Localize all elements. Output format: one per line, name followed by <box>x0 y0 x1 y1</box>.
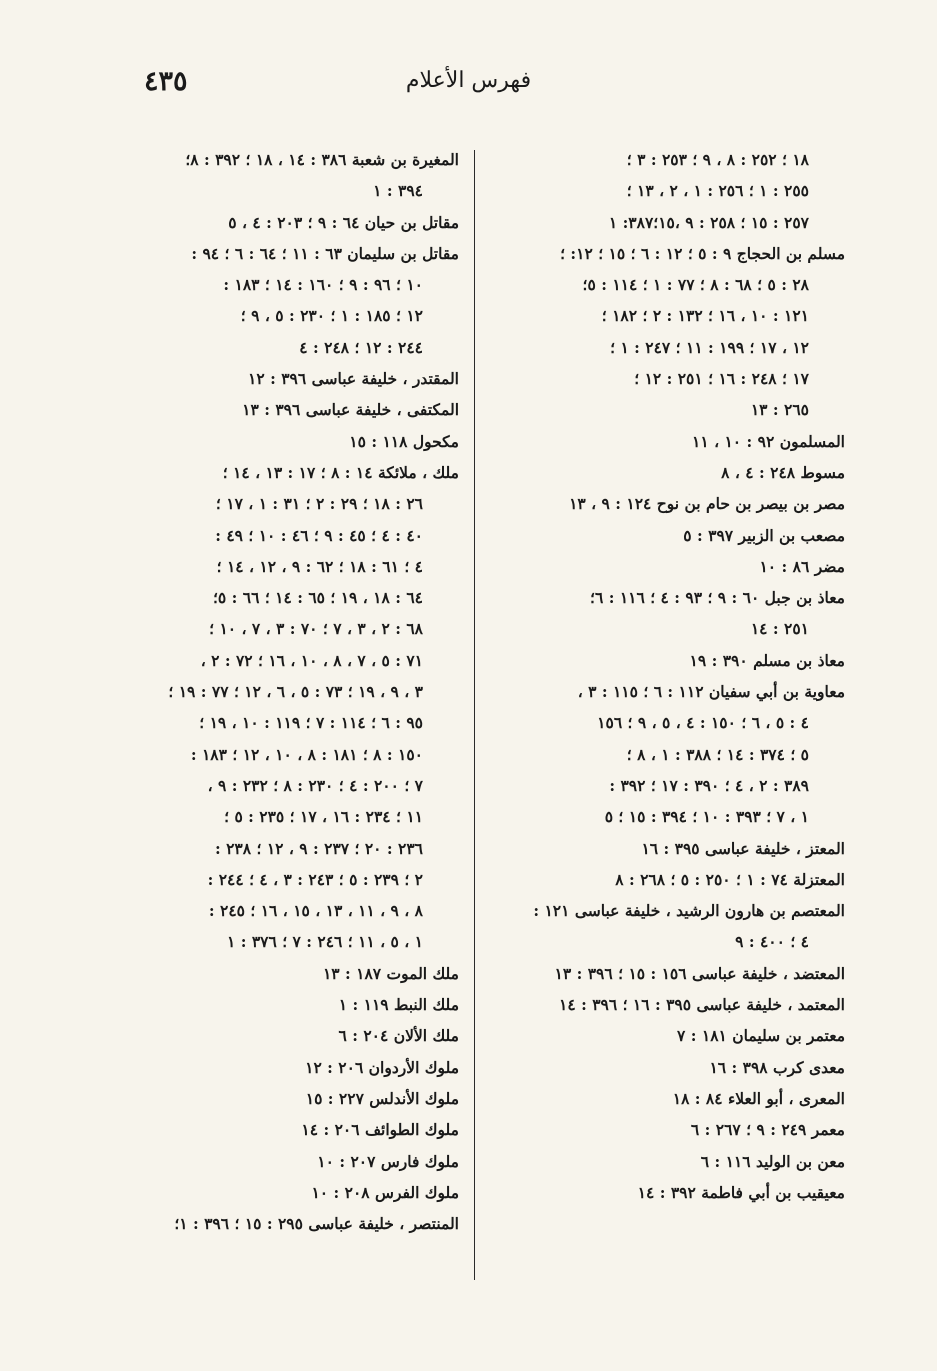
index-entry: المعتصم بن هارون الرشيد ، خليفة عباسى ١٢١ : <box>533 901 845 921</box>
index-entry: معاذ بن مسلم ٣٩٠ : ١٩ <box>689 650 845 670</box>
index-entry: معمر ٢٤٩ : ٩ ؛ ٢٦٧ : ٦ <box>690 1120 845 1140</box>
index-entry-continuation: ٢٦ : ١٨ ؛ ٢٩ : ٢ ؛ ٣١ : ١ ، ١٧ ؛ <box>215 494 423 514</box>
index-entry: المعرى ، أبو العلاء ٨٤ : ١٨ <box>672 1088 845 1108</box>
index-entry-continuation: ٣٨٩ : ٢ ، ٤ ؛ ٣٩٠ : ١٧ ؛ ٣٩٢ : <box>609 775 809 795</box>
index-entry: مكحول ١١٨ : ١٥ <box>349 431 459 451</box>
index-entry-continuation: ٢٥٧ : ١٥ ؛ ٢٥٨ : ٩ ،١٥؛٣٨٧: ١ <box>608 212 809 232</box>
index-entry: ملوك الفرس ٢٠٨ : ١٠ <box>311 1182 459 1202</box>
index-entry-continuation: ١٥٠ : ٨ ؛ ١٨١ : ٨ ، ١٠ ، ١٢ ؛ ١٨٣ : <box>190 744 423 764</box>
index-entry-continuation: ١١ ؛ ٢٣٤ : ١٦ ، ١٧ ؛ ٢٣٥ : ٥ ؛ <box>224 807 423 827</box>
index-entry: ملك ، ملائكة ١٤ : ٨ ؛ ١٧ : ١٣ ، ١٤ ؛ <box>222 462 459 482</box>
index-entry: المعتز ، خليفة عباسى ٣٩٥ : ١٦ <box>641 838 845 858</box>
index-entry: مقاتل بن سليمان ٦٣ : ١١ ؛ ٦٤ : ٦ ؛ ٩٤ : <box>191 243 459 263</box>
page-header <box>110 66 827 102</box>
index-entry-continuation: ٢ ؛ ٢٣٩ : ٥ ؛ ٢٤٣ : ٣ ، ٤ ؛ ٢٤٤ : <box>207 869 423 889</box>
index-entry-continuation: ٢٥١ : ١٤ <box>750 619 809 639</box>
index-entry-continuation: ٢٤٤ : ١٢ ؛ ٢٤٨ : ٤ <box>299 337 423 357</box>
index-entry: المسلمون ٩٢ : ١٠ ، ١١ <box>692 431 845 451</box>
index-entry-continuation: ١٧ ؛ ٢٤٨ : ١٦ ؛ ٢٥١ : ١٢ ؛ <box>634 369 809 389</box>
index-entry: معاذ بن جبل ٦٠ : ٩ ؛ ٩٣ : ٤ ؛ ١١٦ : ٦؛ <box>590 588 845 608</box>
index-entry: معدى كرب ٣٩٨ : ١٦ <box>709 1057 845 1077</box>
index-entry: مصعب بن الزبير ٣٩٧ : ٥ <box>683 525 845 545</box>
index-entry-continuation: ٣٩٤ : ١ <box>373 181 423 201</box>
index-entry: معن بن الوليد ١١٦ : ٦ <box>700 1151 845 1171</box>
index-entry: مضر ٨٦ : ١٠ <box>759 556 845 576</box>
index-entry-continuation: ١٢ ، ١٧ ؛ ١٩٩ : ١١ ؛ ٢٤٧ : ١ ؛ <box>610 337 809 357</box>
index-entry-continuation: ٧١ : ٥ ، ٧ ، ٨ ، ١٠ ، ١٦ ؛ ٧٢ : ٢ ، <box>200 650 423 670</box>
index-entry: ملوك الطوائف ٢٠٦ : ١٤ <box>301 1120 459 1140</box>
index-entry: معيقيب بن أبي فاطمة ٣٩٢ : ١٤ <box>637 1182 845 1202</box>
page-number: ٤٣٥ <box>144 66 188 97</box>
index-entry: معاوية بن أبي سفيان ١١٢ : ٦ ؛ ١١٥ : ٣ ، <box>577 682 845 702</box>
index-entry: ملوك الأردوان ٢٠٦ : ١٢ <box>305 1057 459 1077</box>
index-entry-continuation: ٢٨ : ٥ ؛ ٦٨ : ٨ ؛ ٧٧ : ١ ؛ ١١٤ : ٥؛ <box>582 275 809 295</box>
index-entry: مسوط ٢٤٨ : ٤ ، ٨ <box>721 462 845 482</box>
running-title: فهرس الأعلام <box>405 68 532 93</box>
index-entry: المعتضد ، خليفة عباسى ١٥٦ : ١٥ ؛ ٣٩٦ : ١٣ <box>554 963 845 983</box>
index-entry: ملوك فارس ٢٠٧ : ١٠ <box>317 1151 459 1171</box>
index-entry-continuation: ١٢١ : ١٠ ، ١٦ ؛ ١٣٢ : ٢ ؛ ١٨٢ ؛ <box>601 306 809 326</box>
index-entry-continuation: ٤٠ : ٤ ؛ ٤٥ : ٩ ؛ ٤٦ : ١٠ ؛ ٤٩ : <box>215 525 423 545</box>
index-entry: المنتصر ، خليفة عباسى ٢٩٥ : ١٥ ؛ ٣٩٦ : ١؛ <box>174 1214 459 1234</box>
index-entry-continuation: ٤ ؛ ٤٠٠ : ٩ <box>735 932 809 952</box>
index-column-right <box>485 144 845 1208</box>
index-entry-continuation: ٤ ؛ ٦١ : ١٨ ؛ ٦٢ : ٩ ، ١٢ ، ١٤ ؛ <box>216 556 423 576</box>
index-entry: ملك النبط ١١٩ : ١ <box>338 995 459 1015</box>
index-entry: ملك الألان ٢٠٤ : ٦ <box>338 1026 459 1046</box>
index-entry-continuation: ٤ : ٥ ، ٦ ؛ ١٥٠ : ٤ ، ٥ ، ٩ ؛ ١٥٦ <box>597 713 809 733</box>
index-entry: المكتفى ، خليفة عباسى ٣٩٦ : ١٣ <box>242 400 459 420</box>
index-entry-continuation: ٢٦٥ : ١٣ <box>750 400 809 420</box>
index-entry-continuation: ٢٥٥ : ١ ؛ ٢٥٦ : ١ ، ٢ ، ١٣ ؛ <box>626 181 809 201</box>
index-entry: المقتدر ، خليفة عباسى ٣٩٦ : ١٢ <box>248 369 459 389</box>
index-entry-continuation: ١٢ ؛ ١٨٥ : ١ ؛ ٢٣٠ : ٥ ، ٩ ؛ <box>240 306 423 326</box>
index-entry-continuation: ٥ ؛ ٣٧٤ : ١٤ ؛ ٣٨٨ : ١ ، ٨ ؛ <box>626 744 809 764</box>
index-entry-continuation: ٦٤ : ١٨ ، ١٩ ؛ ٦٥ : ١٤ ؛ ٦٦ : ٥؛ <box>212 588 423 608</box>
index-entry-continuation: ١ ، ٧ ؛ ٣٩٣ : ١٠ ؛ ٣٩٤ : ١٥ ؛ ٥ <box>604 807 809 827</box>
index-entry-continuation: ٨ ، ٩ ، ١١ ، ١٣ ، ١٥ ، ١٦ ؛ ٢٤٥ : <box>208 901 423 921</box>
index-entry: مقاتل بن حيان ٦٤ : ٩ ؛ ٢٠٣ : ٤ ، ٥ <box>228 212 459 232</box>
index-entry: ملك الموت ١٨٧ : ١٣ <box>322 963 459 983</box>
column-divider <box>474 150 475 1280</box>
index-entry: معتمر بن سليمان ١٨١ : ٧ <box>677 1026 845 1046</box>
index-entry: المعتزلة ٧٤ : ١ ؛ ٢٥٠ : ٥ ؛ ٢٦٨ : ٨ <box>615 869 845 889</box>
index-entry-continuation: ١٨ ؛ ٢٥٢ : ٨ ، ٩ ؛ ٢٥٣ : ٣ ؛ <box>626 150 809 169</box>
index-entry: ملوك الأندلس ٢٢٧ : ١٥ <box>305 1088 459 1108</box>
index-entry-continuation: ٦٨ : ٢ ، ٣ ، ٧ ؛ ٧٠ : ٣ ، ٧ ، ١٠ ؛ <box>209 619 423 639</box>
index-entry-continuation: ٩٥ : ٦ ؛ ١١٤ : ٧ ؛ ١١٩ : ١٠ ، ١٩ ؛ <box>199 713 423 733</box>
index-column-left <box>87 144 459 1239</box>
index-entry-continuation: ١ ، ٥ ، ١١ ؛ ٢٤٦ : ٧ ؛ ٣٧٦ : ١ <box>226 932 423 952</box>
index-entry: مسلم بن الحجاج ٩ : ٥ ؛ ١٢ : ٦ ؛ ١٥ ؛ ١٢: ؛ <box>560 243 845 263</box>
index-entry: المغيرة بن شعبة ٣٨٦ : ١٤ ، ١٨ ؛ ٣٩٢ : ٨؛ <box>185 150 459 169</box>
index-entry-continuation: ١٠ ؛ ٩٦ : ٩ ؛ ١٦٠ : ١٤ ؛ ١٨٣ : <box>223 275 423 295</box>
index-entry: مصر بن بيصر بن حام بن نوح ١٢٤ : ٩ ، ١٣ <box>569 494 845 514</box>
index-entry: المعتمد ، خليفة عباسى ٣٩٥ : ١٦ ؛ ٣٩٦ : ١٤ <box>559 995 845 1015</box>
index-entry-continuation: ٢٣٦ : ٢٠ ؛ ٢٣٧ : ٩ ، ١٢ ؛ ٢٣٨ : <box>214 838 423 858</box>
index-entry-continuation: ٧ ؛ ٢٠٠ : ٤ ؛ ٢٣٠ : ٨ ؛ ٢٣٢ : ٩ ، <box>207 775 423 795</box>
index-entry-continuation: ٣ ، ٩ ، ١٩ ؛ ٧٣ : ٥ ، ٦ ، ١٢ ؛ ٧٧ : ١٩ ؛ <box>168 682 423 702</box>
